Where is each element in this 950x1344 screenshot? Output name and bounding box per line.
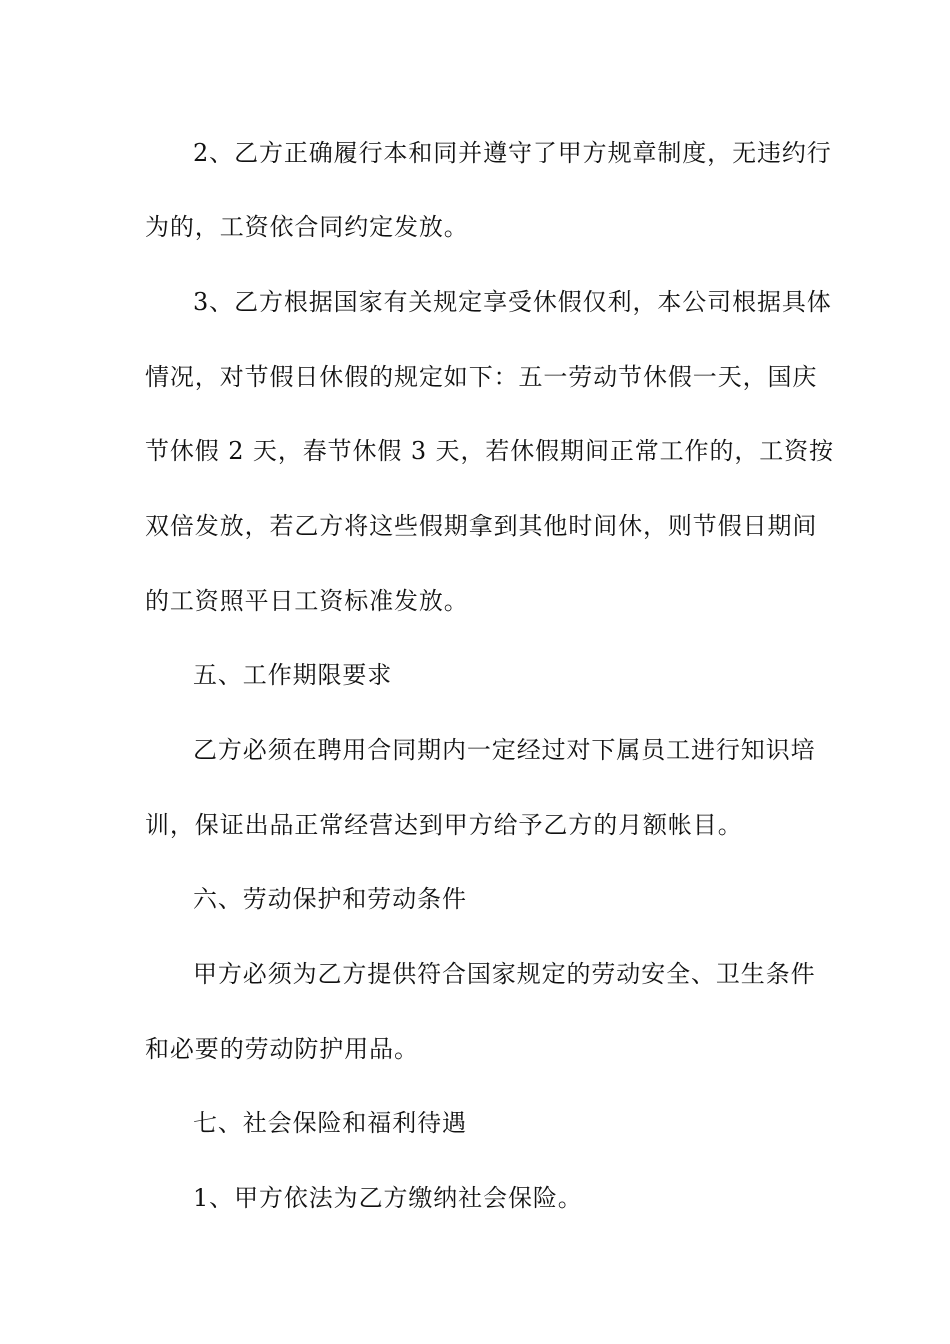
clause-2-line-2: 为的，工资依合同约定发放。 bbox=[145, 213, 469, 241]
clause-2-line-1: 2、乙方正确履行本和同并遵守了甲方规章制度，无违约行 bbox=[193, 139, 832, 167]
clause-3-line-3: 节休假 2 天，春节休假 3 天，若休假期间正常工作的，工资按 bbox=[145, 437, 834, 465]
section-6-line-1: 甲方必须为乙方提供符合国家规定的劳动安全、卫生条件 bbox=[193, 960, 816, 988]
section-6-line-2: 和必要的劳动防护用品。 bbox=[145, 1035, 419, 1063]
clause-3-line-4: 双倍发放，若乙方将这些假期拿到其他时间休，则节假日期间 bbox=[145, 512, 818, 540]
section-7-heading: 七、社会保险和福利待遇 bbox=[193, 1109, 467, 1137]
section-5-line-2: 训，保证出品正常经营达到甲方给予乙方的月额帐目。 bbox=[145, 811, 743, 839]
section-6-heading: 六、劳动保护和劳动条件 bbox=[193, 885, 467, 913]
clause-3-line-1: 3、乙方根据国家有关规定享受休假仅利，本公司根据具体 bbox=[193, 288, 832, 316]
section-7-item-1: 1、甲方依法为乙方缴纳社会保险。 bbox=[193, 1184, 583, 1212]
clause-3-line-2: 情况，对节假日休假的规定如下：五一劳动节休假一天，国庆 bbox=[145, 363, 818, 391]
section-5-line-1: 乙方必须在聘用合同期内一定经过对下属员工进行知识培 bbox=[193, 736, 816, 764]
section-5-heading: 五、工作期限要求 bbox=[193, 661, 393, 689]
clause-3-line-5: 的工资照平日工资标准发放。 bbox=[145, 587, 469, 615]
